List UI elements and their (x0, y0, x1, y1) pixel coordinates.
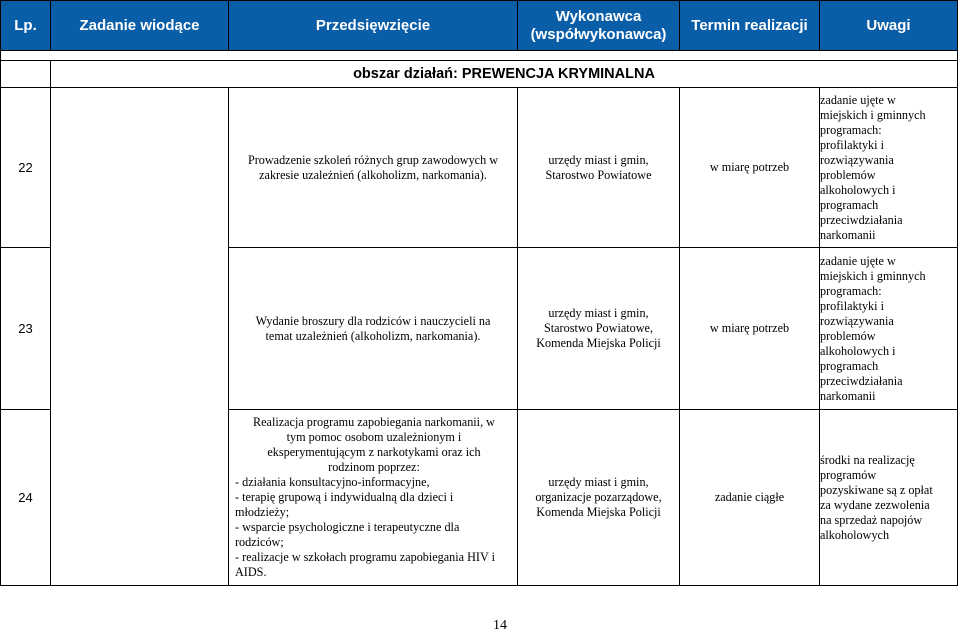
task-line: Prowadzenie szkoleń różnych grup zawodowych w (247, 152, 499, 167)
executor-line: Komenda Miejska Policji (536, 336, 661, 350)
notes-line: przeciwdziałania (820, 373, 903, 388)
notes-line: problemów (820, 167, 876, 182)
task-line: - terapię grupową i indywidualną dla dzieci i (235, 490, 454, 504)
notes-line: rozwiązywania (820, 152, 894, 167)
task-line: Realizacja programu zapobiegania narkomanii, w (253, 415, 495, 429)
task-line: rodziców; (235, 535, 284, 549)
notes-line: rozwiązywania (820, 313, 894, 328)
notes-line: zadanie ujęte w (820, 253, 896, 268)
zadanie-wiodace-cell (51, 88, 229, 586)
notes-line: programach: (820, 283, 882, 298)
notes-line: profilaktyki i (820, 298, 884, 313)
executor-cell (518, 88, 680, 248)
section-row (1, 61, 958, 88)
executor-line: organizacje pozarządowe, (535, 490, 662, 504)
notes-line: alkoholowych (820, 527, 890, 542)
notes-line: programów (820, 467, 877, 482)
executor-line: Starostwo Powiatowe, (543, 321, 653, 335)
header-wykonawca-line1: Wykonawca (555, 7, 642, 25)
term-cell: zadanie ciągłe (680, 410, 820, 586)
task-cell (229, 248, 518, 410)
header-row (1, 1, 958, 51)
spacer-cell (1, 51, 958, 61)
spacer-row (1, 51, 958, 61)
executor-cell (518, 410, 680, 586)
term-cell: w miarę potrzeb (680, 88, 820, 248)
row-lp: 23 (1, 248, 51, 410)
notes-line: programach: (820, 122, 882, 137)
executor-line: urzędy miast i gmin, (548, 152, 649, 167)
row-lp: 24 (1, 410, 51, 586)
page-number: 14 (493, 618, 507, 633)
notes-cell (820, 248, 958, 410)
task-line: - realizacje w szkołach programu zapobiegania HIV i (235, 550, 495, 564)
executor-line: urzędy miast i gmin, (548, 306, 649, 320)
notes-line: programach (820, 197, 879, 212)
task-line: młodzieży; (235, 505, 290, 519)
section-lp-cell (1, 61, 51, 88)
task-line: AIDS. (235, 565, 267, 579)
notes-cell (820, 410, 958, 586)
header-wykonawca-line2: (współwykonawca) (530, 25, 667, 43)
notes-line: alkoholowych i (820, 182, 896, 197)
executor-cell (518, 248, 680, 410)
notes-line: zadanie ujęte w (820, 92, 896, 107)
notes-line: pozyskiwane są z opłat (820, 482, 933, 497)
executor-line: Komenda Miejska Policji (536, 505, 661, 519)
notes-line: na sprzedaż napojów (820, 512, 923, 527)
header-zadanie-wiodace: Zadanie wiodące (51, 1, 229, 51)
header-lp: Lp. (1, 1, 51, 51)
notes-line: środki na realizację (820, 452, 915, 467)
header-przedsiewziecie: Przedsięwzięcie (229, 1, 518, 51)
notes-line: profilaktyki i (820, 137, 884, 152)
section-title: obszar działań: PREWENCJA KRYMINALNA (51, 61, 958, 88)
row-lp: 22 (1, 88, 51, 248)
executor-line: urzędy miast i gmin, (548, 475, 649, 489)
task-line: - działania konsultacyjno-informacyjne, (235, 475, 430, 489)
notes-cell (820, 88, 958, 248)
executor-line: Starostwo Powiatowe (545, 167, 652, 182)
task-line: eksperymentującym z narkotykami oraz ich (267, 445, 481, 459)
notes-line: programach (820, 358, 879, 373)
task-line: zakresie uzależnień (alkoholizm, narkomania). (259, 167, 487, 182)
task-line: Wydanie broszury dla rodziców i nauczycieli na (255, 313, 491, 328)
header-uwagi: Uwagi (820, 1, 958, 51)
header-termin-realizacji: Termin realizacji (680, 1, 820, 51)
task-line: rodzinom poprzez: (328, 460, 420, 474)
notes-line: problemów (820, 328, 876, 343)
notes-line: narkomanii (820, 227, 876, 242)
notes-line: narkomanii (820, 388, 876, 403)
task-cell (229, 410, 518, 586)
task-cell (229, 88, 518, 248)
table-row-22 (1, 88, 958, 248)
task-line: tym pomoc osobom uzależnionym i (286, 430, 462, 444)
notes-line: za wydane zezwolenia (820, 497, 930, 512)
header-wykonawca (518, 1, 680, 51)
notes-line: miejskich i gminnych (820, 107, 926, 122)
task-line: - wsparcie psychologiczne i terapeutyczne dla (235, 520, 460, 534)
task-line: temat uzależnień (alkoholizm, narkomania). (265, 328, 481, 343)
term-cell: w miarę potrzeb (680, 248, 820, 410)
notes-line: alkoholowych i (820, 343, 896, 358)
notes-line: miejskich i gminnych (820, 268, 926, 283)
notes-line: przeciwdziałania (820, 212, 903, 227)
